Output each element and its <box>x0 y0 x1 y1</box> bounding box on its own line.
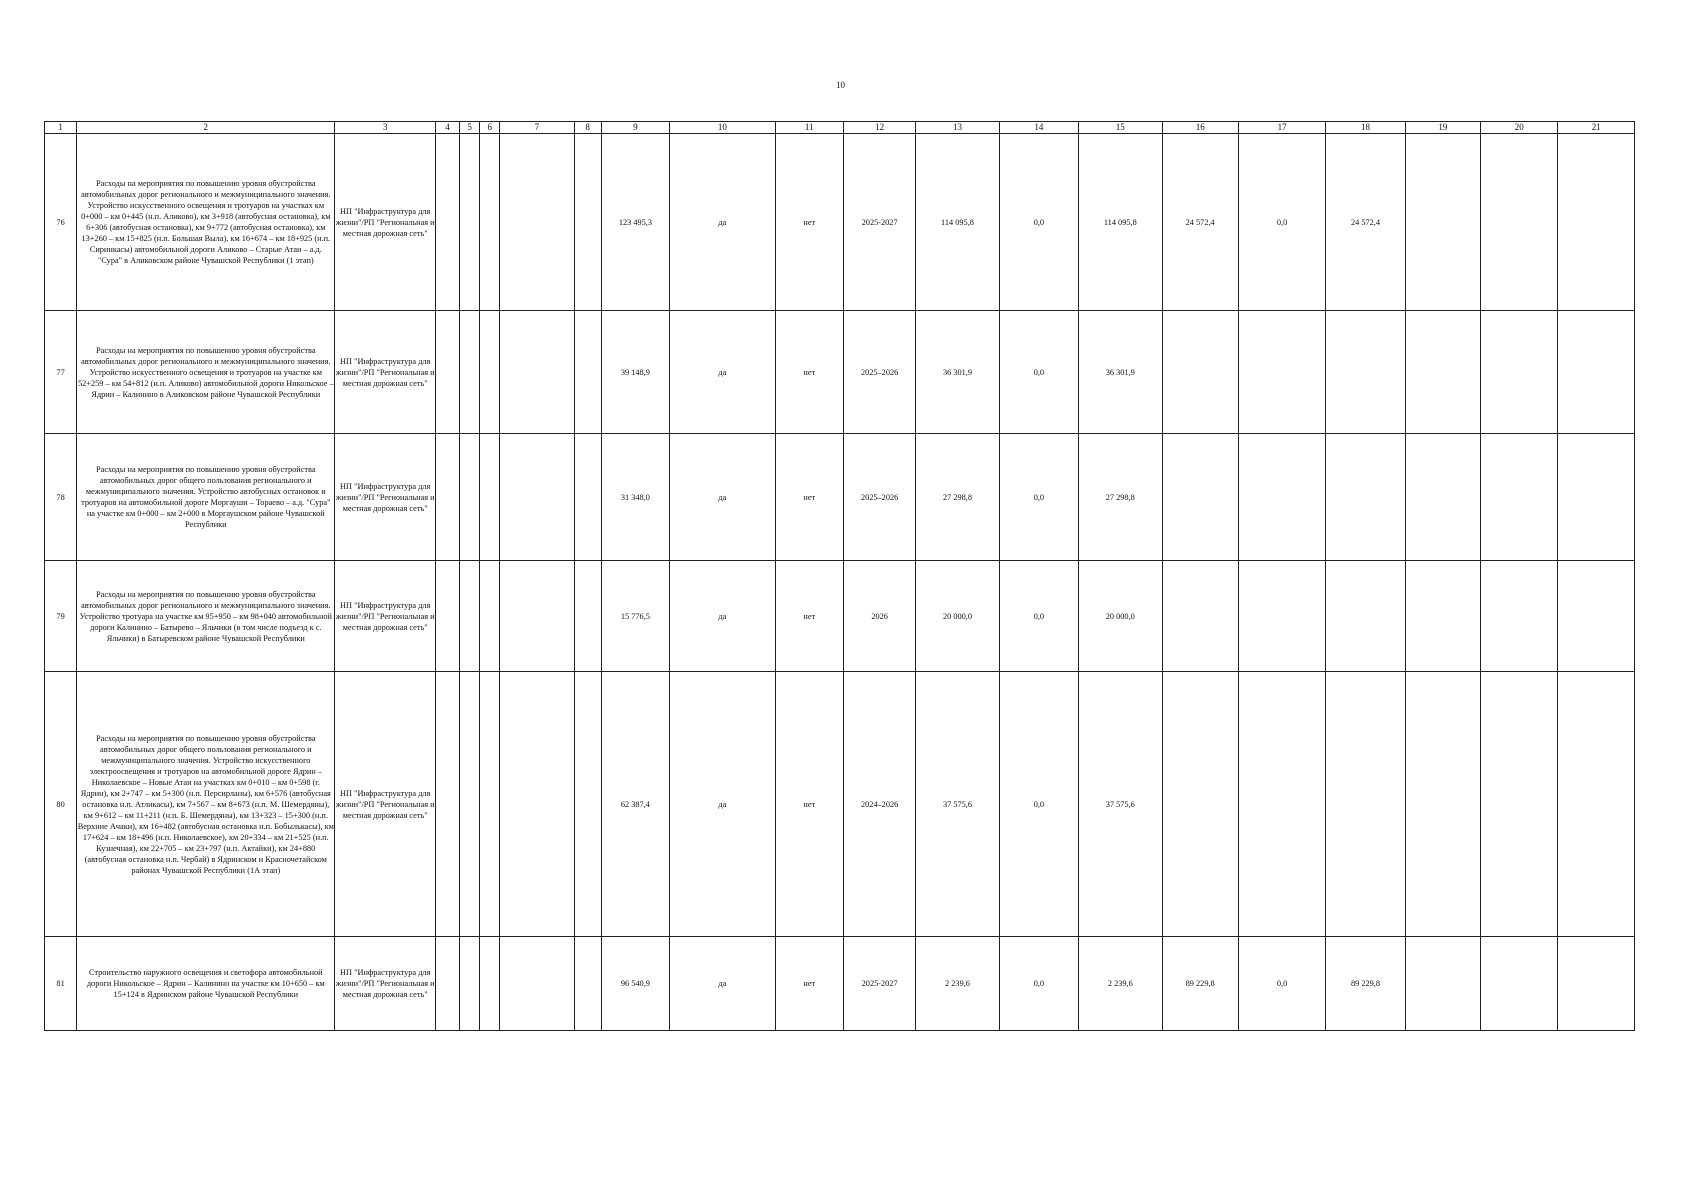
cell-col-13: 114 095,8 <box>916 134 999 311</box>
cell-col-9: 62 387,4 <box>601 672 669 937</box>
cell-col-15: 36 301,9 <box>1079 311 1162 434</box>
col-header-4: 4 <box>435 122 459 134</box>
col-header-19: 19 <box>1405 122 1480 134</box>
row-description: Расходы на мероприятия по повышению уровня обустройства автомобильных дорог регионального и межмуниципального значения. Устройство искусственного освещения и тротуаров на участке км 52+259 – км 54+812 (н.п. Аликово) автомобильной дороги Никольское – Ядрин – Калинино в Аликовском районе Чувашской Республики <box>77 311 335 434</box>
col-header-2: 2 <box>77 122 335 134</box>
cell-col-17: 0,0 <box>1238 134 1325 311</box>
empty-cell <box>1558 561 1635 672</box>
cell-col-14: 0,0 <box>999 311 1078 434</box>
row-executor: НП "Инфраструктура для жизни"/РП "Региональная и местная дорожная сеть" <box>335 134 436 311</box>
cell-col-17 <box>1238 434 1325 561</box>
cell-col-16 <box>1162 311 1238 434</box>
cell-col-18 <box>1326 672 1405 937</box>
table-row <box>45 311 1635 434</box>
cell-col-10: да <box>670 311 776 434</box>
col-header-8: 8 <box>574 122 601 134</box>
empty-cell <box>1481 434 1558 561</box>
col-header-21: 21 <box>1558 122 1635 134</box>
col-header-6: 6 <box>480 122 500 134</box>
cell-col-12: 2025–2026 <box>843 434 915 561</box>
cell-col-10: да <box>670 672 776 937</box>
empty-cell <box>435 672 459 937</box>
page-number: 10 <box>836 80 845 90</box>
row-description: Расходы на мероприятия по повышению уровня обустройства автомобильных дорог общего пользования регионального и межмуниципального значения. Устройство искусственного электроосвещения и тротуаров на автомобильной дороге Ядрин – Николаевское – Новые Атаи на участках км 0+010 – км 0+598 (г. Ядрин), км 2+747 – км 5+300 (н.п. Персирланы), км 6+576 (автобусная остановка н.п. Атликасы), км 7+567 – км 8+673 (н.п. М. Шемердяны), км 9+612 – км 11+211 (н.п. Б. Шемердяны), км 13+323 – 15+300 (н.п. Верхние Ачаки), км 16+482 (автобусная остановка н.п. Бобылькасы), км 17+624 – км 18+496 (н.п. Николаевское), км 20+334 – км 21+525 (н.п. Кузнечная), км 22+705 – км 23+797 (н.п. Актайки), км 24+880 (автобусная остановка н.п. Чербай) в Ядринском и Красночетайском районах Чувашской Республики (1А этап) <box>77 672 335 937</box>
cell-col-17 <box>1238 311 1325 434</box>
empty-cell <box>574 311 601 434</box>
cell-col-10: да <box>670 434 776 561</box>
table-row <box>45 937 1635 1031</box>
cell-col-18: 24 572,4 <box>1326 134 1405 311</box>
empty-cell <box>460 134 480 311</box>
cell-col-13: 27 298,8 <box>916 434 999 561</box>
empty-cell <box>480 937 500 1031</box>
empty-cell <box>1558 311 1635 434</box>
col-header-16: 16 <box>1162 122 1238 134</box>
header-row <box>45 122 1635 134</box>
cell-col-9: 39 148,9 <box>601 311 669 434</box>
cell-col-18: 89 229,8 <box>1326 937 1405 1031</box>
cell-col-15: 20 000,0 <box>1079 561 1162 672</box>
cell-col-18 <box>1326 311 1405 434</box>
cell-col-13: 2 239,6 <box>916 937 999 1031</box>
cell-col-11: нет <box>775 561 843 672</box>
col-header-17: 17 <box>1238 122 1325 134</box>
empty-cell <box>1481 937 1558 1031</box>
cell-col-14: 0,0 <box>999 434 1078 561</box>
empty-cell <box>480 311 500 434</box>
empty-cell <box>500 937 574 1031</box>
cell-col-16: 89 229,8 <box>1162 937 1238 1031</box>
cell-col-16 <box>1162 434 1238 561</box>
empty-cell <box>1481 672 1558 937</box>
empty-cell <box>460 311 480 434</box>
table-row <box>45 672 1635 937</box>
cell-col-11: нет <box>775 672 843 937</box>
empty-cell <box>574 937 601 1031</box>
cell-col-16 <box>1162 561 1238 672</box>
col-header-11: 11 <box>775 122 843 134</box>
empty-cell <box>460 434 480 561</box>
empty-cell <box>500 672 574 937</box>
row-executor: НП "Инфраструктура для жизни"/РП "Региональная и местная дорожная сеть" <box>335 561 436 672</box>
row-number: 79 <box>45 561 77 672</box>
cell-col-12: 2025-2027 <box>843 937 915 1031</box>
cell-col-15: 27 298,8 <box>1079 434 1162 561</box>
row-number: 77 <box>45 311 77 434</box>
col-header-15: 15 <box>1079 122 1162 134</box>
cell-col-10: да <box>670 937 776 1031</box>
cell-col-10: да <box>670 561 776 672</box>
cell-col-17 <box>1238 672 1325 937</box>
cell-col-15: 37 575,6 <box>1079 672 1162 937</box>
col-header-1: 1 <box>45 122 77 134</box>
row-executor: НП "Инфраструктура для жизни"/РП "Региональная и местная дорожная сеть" <box>335 434 436 561</box>
cell-col-13: 37 575,6 <box>916 672 999 937</box>
budget-table <box>44 121 1635 1031</box>
col-header-12: 12 <box>843 122 915 134</box>
empty-cell <box>574 434 601 561</box>
col-header-10: 10 <box>670 122 776 134</box>
row-executor: НП "Инфраструктура для жизни"/РП "Региональная и местная дорожная сеть" <box>335 311 436 434</box>
empty-cell <box>460 937 480 1031</box>
cell-col-18 <box>1326 434 1405 561</box>
empty-cell <box>500 311 574 434</box>
table-row <box>45 561 1635 672</box>
table-row <box>45 134 1635 311</box>
empty-cell <box>435 134 459 311</box>
empty-cell <box>460 672 480 937</box>
empty-cell <box>500 561 574 672</box>
cell-col-12: 2024–2026 <box>843 672 915 937</box>
empty-cell <box>500 134 574 311</box>
empty-cell <box>1558 134 1635 311</box>
cell-col-17 <box>1238 561 1325 672</box>
empty-cell <box>435 561 459 672</box>
row-number: 76 <box>45 134 77 311</box>
empty-cell <box>480 672 500 937</box>
empty-cell <box>574 672 601 937</box>
empty-cell <box>435 434 459 561</box>
row-executor: НП "Инфраструктура для жизни"/РП "Региональная и местная дорожная сеть" <box>335 937 436 1031</box>
empty-cell <box>1481 561 1558 672</box>
cell-col-14: 0,0 <box>999 937 1078 1031</box>
empty-cell <box>1558 434 1635 561</box>
cell-col-9: 96 540,9 <box>601 937 669 1031</box>
col-header-20: 20 <box>1481 122 1558 134</box>
cell-col-13: 36 301,9 <box>916 311 999 434</box>
col-header-9: 9 <box>601 122 669 134</box>
empty-cell <box>1405 672 1480 937</box>
cell-col-14: 0,0 <box>999 134 1078 311</box>
cell-col-11: нет <box>775 311 843 434</box>
cell-col-12: 2025–2026 <box>843 311 915 434</box>
empty-cell <box>1405 434 1480 561</box>
cell-col-15: 2 239,6 <box>1079 937 1162 1031</box>
empty-cell <box>1405 937 1480 1031</box>
empty-cell <box>1405 561 1480 672</box>
empty-cell <box>480 561 500 672</box>
empty-cell <box>574 561 601 672</box>
row-number: 78 <box>45 434 77 561</box>
cell-col-13: 20 000,0 <box>916 561 999 672</box>
table-row <box>45 434 1635 561</box>
row-executor: НП "Инфраструктура для жизни"/РП "Региональная и местная дорожная сеть" <box>335 672 436 937</box>
col-header-13: 13 <box>916 122 999 134</box>
empty-cell <box>480 434 500 561</box>
cell-col-16 <box>1162 672 1238 937</box>
empty-cell <box>500 434 574 561</box>
cell-col-11: нет <box>775 937 843 1031</box>
col-header-14: 14 <box>999 122 1078 134</box>
empty-cell <box>435 937 459 1031</box>
row-description: Строительство наружного освещения и светофора автомобильной дороги Никольское – Ядрин – Калинино на участке км 10+650 – км 15+124 в Ядринском районе Чувашской Республики <box>77 937 335 1031</box>
row-number: 80 <box>45 672 77 937</box>
empty-cell <box>1405 311 1480 434</box>
col-header-18: 18 <box>1326 122 1405 134</box>
cell-col-14: 0,0 <box>999 561 1078 672</box>
cell-col-15: 114 095,8 <box>1079 134 1162 311</box>
row-description: Расходы на мероприятия по повышению уровня обустройства автомобильных дорог общего пользования регионального и межмуниципального значения. Устройство автобусных остановок и тротуаров на автомобильной дороге Моргауши – Тораево – а.д. "Сура" на участке км 0+000 – км 2+000 в Моргаушском районе Чувашской Республики <box>77 434 335 561</box>
empty-cell <box>1558 672 1635 937</box>
empty-cell <box>480 134 500 311</box>
cell-col-18 <box>1326 561 1405 672</box>
row-description: Расходы на мероприятия по повышению уровня обустройства автомобильных дорог регионального и межмуниципального значения. Устройство тротуара на участке км 95+950 – км 98+040 автомобильной дороги Калинино – Батырево – Яльчики (в том числе подъезд к с. Яльчики) в Батыревском районе Чувашской Республики <box>77 561 335 672</box>
empty-cell <box>435 311 459 434</box>
row-description: Расходы на мероприятия по повышению уровня обустройства автомобильных дорог регионального и межмуниципального значения. Устройство искусственного освещения и тротуаров на участках км 0+000 – км 0+445 (н.п. Аликово), км 3+918 (автобусная остановка), км 6+306 (автобусная остановка), км 9+772 (автобусная остановка), км 13+260 – км 15+825 (н.п. Большая Выла), км 16+674 – км 18+925 (н.п. Сиринкасы) автомобильной дороги Аликово – Старые Атаи – а.д. "Сура" в Аликовском районе Чувашской Республики (1 этап) <box>77 134 335 311</box>
empty-cell <box>1405 134 1480 311</box>
cell-col-11: нет <box>775 134 843 311</box>
empty-cell <box>1558 937 1635 1031</box>
cell-col-12: 2026 <box>843 561 915 672</box>
cell-col-12: 2025-2027 <box>843 134 915 311</box>
cell-col-16: 24 572,4 <box>1162 134 1238 311</box>
cell-col-9: 15 776,5 <box>601 561 669 672</box>
cell-col-14: 0,0 <box>999 672 1078 937</box>
col-header-5: 5 <box>460 122 480 134</box>
col-header-3: 3 <box>335 122 436 134</box>
cell-col-9: 123 495,3 <box>601 134 669 311</box>
empty-cell <box>1481 134 1558 311</box>
empty-cell <box>1481 311 1558 434</box>
col-header-7: 7 <box>500 122 574 134</box>
empty-cell <box>460 561 480 672</box>
cell-col-11: нет <box>775 434 843 561</box>
cell-col-10: да <box>670 134 776 311</box>
cell-col-9: 31 348,0 <box>601 434 669 561</box>
row-number: 81 <box>45 937 77 1031</box>
empty-cell <box>574 134 601 311</box>
cell-col-17: 0,0 <box>1238 937 1325 1031</box>
